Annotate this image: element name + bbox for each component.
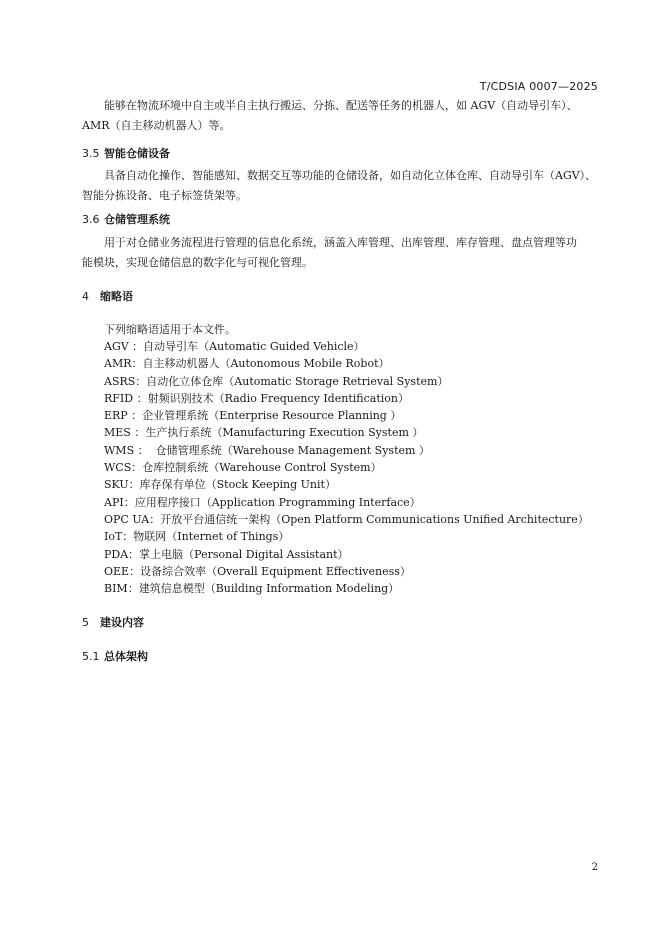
- abbreviation-item: AGV ：自动导引车（Automatic Guided Vehicle）: [104, 340, 365, 353]
- section-3-6-line-1: 用于对仓储业务流程进行管理的信息化系统，涵盖入库管理、出库管理、库存管理、盘点管理等功: [104, 236, 577, 249]
- section-heading-5-1: [82, 648, 148, 664]
- document-code: T/CDSIA 0007—2025: [479, 80, 598, 93]
- section-heading-3-6: [82, 211, 170, 227]
- section-number: 5.1: [82, 650, 100, 663]
- abbreviation-item: WCS：仓库控制系统（Warehouse Control System）: [104, 461, 382, 475]
- section-heading-5: [82, 614, 144, 630]
- section-3-6-paragraph: [82, 233, 600, 273]
- section-3-5-line-2: 智能分拣设备、电子标签货架等。: [82, 189, 247, 202]
- abbreviation-item: API：应用程序接口（Application Programming Interface）: [104, 495, 421, 509]
- abbreviation-item: ERP ：企业管理系统（Enterprise Resource Planning ）: [104, 409, 402, 423]
- abbreviation-item: RFID ：射频识别技术（Radio Frequency Identification）: [104, 391, 409, 405]
- abbreviation-item: BIM：建筑信息模型（Building Information Modeling）: [104, 582, 400, 596]
- page-number: 2: [591, 862, 598, 873]
- abbreviation-item: IoT：物联网（Internet of Things）: [104, 530, 290, 544]
- section-number: 4: [82, 290, 89, 303]
- abbreviation-item: WMS ： 仓储管理系统（Warehouse Management System ）: [104, 443, 430, 457]
- section-title: 建设内容: [100, 616, 144, 629]
- section-3-5-line-1: 具备自动化操作、智能感知、数据交互等功能的仓储设备，如自动化立体仓库、自动导引车（AGV）、: [104, 169, 597, 182]
- section-title: 智能仓储设备: [104, 147, 170, 160]
- section-number: 3.6: [82, 213, 100, 226]
- abbreviation-item: PDA：掌上电脑（Personal Digital Assistant）: [104, 547, 349, 561]
- abbreviation-list: [104, 338, 589, 597]
- section-number: 3.5: [82, 147, 100, 160]
- section-heading-4: [82, 288, 133, 304]
- section-title: 仓储管理系统: [104, 213, 170, 226]
- intro-paragraph: [82, 96, 600, 136]
- abbreviations-intro: 下列缩略语适用于本文件。: [104, 323, 236, 336]
- abbreviation-item: OPC UA：开放平台通信统一架构（Open Platform Communications Unified Architecture）: [104, 512, 589, 526]
- abbreviation-item: AMR：自主移动机器人（Autonomous Mobile Robot）: [104, 357, 390, 371]
- section-heading-3-5: [82, 145, 170, 161]
- abbreviation-item: OEE：设备综合效率（Overall Equipment Effectiveness）: [104, 564, 411, 578]
- abbreviation-item: MES ：生产执行系统（Manufacturing Execution System ）: [104, 426, 424, 440]
- section-number: 5: [82, 616, 89, 629]
- abbreviation-item: ASRS：自动化立体仓库（Automatic Storage Retrieval System）: [104, 374, 449, 388]
- intro-line-2: AMR（自主移动机器人）等。: [82, 119, 231, 132]
- section-3-6-line-2: 能模块，实现仓储信息的数字化与可视化管理。: [82, 256, 313, 269]
- intro-line-1: 能够在物流环境中自主或半自主执行搬运、分拣、配送等任务的机器人，如 AGV（自动导引车）、: [104, 99, 578, 112]
- abbreviation-item: SKU：库存保有单位（Stock Keeping Unit）: [104, 478, 336, 492]
- section-title: 缩略语: [100, 290, 133, 303]
- section-3-5-paragraph: [82, 166, 600, 206]
- section-title: 总体架构: [104, 650, 148, 663]
